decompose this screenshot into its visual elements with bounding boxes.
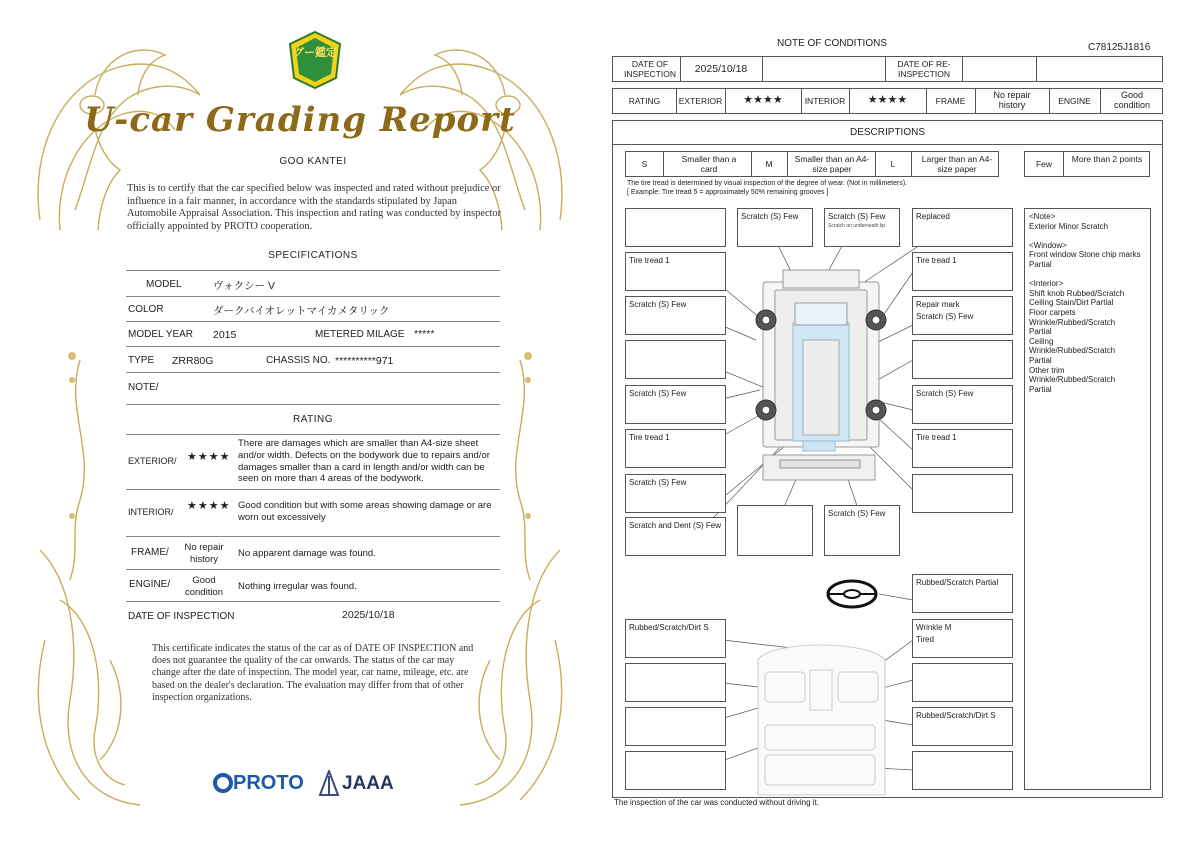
condition-box-rear	[824, 505, 900, 556]
condition-box-right-3	[912, 340, 1013, 379]
badge-label: グー鑑定	[293, 47, 337, 59]
chassis-label: CHASSIS NO.	[266, 355, 331, 366]
frame-label: FRAME/	[131, 547, 169, 558]
mileage-value: *****	[414, 328, 435, 340]
proto-logo-text: PROTO	[233, 772, 304, 794]
condition-box-interior-left-1	[625, 619, 726, 658]
condition-box-interior-left-2	[625, 663, 726, 702]
notes-box	[1024, 208, 1151, 790]
condition-box-right-1	[912, 252, 1013, 291]
condition-box-steering	[912, 574, 1013, 613]
box-label: Scratch (S) Few	[828, 212, 886, 221]
box-label: Scratch (S) Few	[916, 389, 974, 398]
box-label: Tire tread 1	[916, 433, 957, 442]
date-of-inspection-value: 2025/10/18	[694, 63, 748, 75]
note-line	[1029, 270, 1146, 280]
note-line: Partial	[1029, 355, 1052, 365]
exterior-stars: ★★★★	[187, 451, 231, 463]
condition-box-interior-right-1	[912, 619, 1013, 658]
box-label: Scratch (S) Few	[629, 389, 687, 398]
box-label: Rubbed/Scratch/Dirt S	[916, 711, 996, 720]
condition-box-left-7	[625, 517, 726, 556]
interior-label: INTERIOR	[804, 96, 846, 106]
condition-box-front-bumper	[824, 208, 900, 247]
condition-box-left-1	[625, 252, 726, 291]
report-title: U-car Grading Report	[84, 100, 516, 140]
interior-top-view	[758, 645, 885, 795]
note-line: Partial	[1029, 327, 1052, 337]
box-label: Scratch and Dent (S) Few	[629, 521, 722, 530]
box-sublabel: Scratch on underneath lip	[828, 223, 885, 229]
condition-box-left-3	[625, 340, 726, 379]
specifications-heading: SPECIFICATIONS	[268, 250, 358, 261]
note-line: Front window Stone chip marks	[1029, 250, 1141, 260]
condition-box-interior-left-3	[625, 707, 726, 746]
box-label-2: Tired	[916, 635, 934, 644]
note-line: Other trim	[1029, 365, 1065, 375]
condition-box-interior-right-4	[912, 751, 1013, 790]
note-line: Wrinkle/Rubbed/Scratch	[1029, 317, 1116, 327]
color-value: ダークバイオレットマイカメタリック	[213, 305, 390, 317]
frame-value: No repair history	[184, 542, 224, 565]
box-label: Scratch (S) Few	[741, 212, 799, 221]
rating-label: RATING	[628, 96, 661, 106]
note-line	[1029, 231, 1146, 241]
condition-box-left-6	[625, 474, 726, 513]
condition-box-front-right	[912, 208, 1013, 247]
condition-box-right-6	[912, 474, 1013, 513]
model-value: ヴォクシー V	[213, 280, 276, 292]
car-top-view	[763, 270, 879, 480]
model-year-label: MODEL YEAR	[128, 329, 194, 340]
mileage-label: METERED MILAGE	[315, 329, 405, 340]
legend-l-text: Larger than an A4-size paper	[921, 154, 993, 174]
box-label: Rubbed/Scratch Partial	[916, 578, 999, 587]
engine-label: ENGINE/	[129, 579, 171, 590]
interior-stars: ★★★★	[187, 500, 231, 512]
condition-box-right-2	[912, 296, 1013, 335]
note-line: Partial	[1029, 384, 1052, 394]
type-label: TYPE	[128, 355, 155, 366]
frame-description: No apparent damage was found.	[238, 548, 376, 559]
legend-m: M	[765, 159, 773, 169]
engine-label: ENGINE	[1058, 96, 1091, 106]
box-label: Scratch (S) Few	[828, 509, 886, 518]
note-line: Floor carpets	[1029, 307, 1076, 317]
date-of-inspection-label: DATE OF INSPECTION	[128, 611, 235, 622]
date-of-inspection-value: 2025/10/18	[342, 609, 395, 621]
condition-box-front-left-bumper	[737, 208, 813, 247]
note-line: Exterior Minor Scratch	[1029, 221, 1109, 231]
exterior-label: EXTERIOR/	[128, 456, 177, 466]
note-line: Ceiling	[1029, 336, 1054, 346]
box-label-2: Scratch (S) Few	[916, 312, 974, 321]
model-year-value: 2015	[213, 329, 237, 341]
certificate-intro: This is to certify that the car specified below was inspected and rated without prejudice or influence in a fair manner, in accordance with the standards stipulated by Japan Automobile Appraisal Association. This inspection and rating was conducted by inspector officially appointed by PROTO cooperation.	[127, 183, 502, 232]
interior-description: Good condition but with some areas showing damage or are worn out excessively	[238, 500, 492, 523]
sheet-id: C78125J1816	[1088, 42, 1151, 53]
note-line: Ceiling Stain/Dirt Partial	[1029, 298, 1114, 308]
note-label: NOTE/	[128, 382, 159, 393]
interior-stars: ★★★★	[867, 94, 908, 106]
box-label: Wrinkle M	[916, 623, 952, 632]
color-label: COLOR	[128, 304, 164, 315]
legend-few: Few	[1035, 159, 1053, 169]
legend-few-text: More than 2 points	[1071, 154, 1143, 164]
engine-value: Good condition	[184, 575, 224, 598]
note-line: Shift knob Rubbed/Scratch	[1029, 288, 1125, 298]
box-label: Repair mark	[916, 300, 960, 309]
legend-l: L	[890, 159, 896, 169]
box-label: Rubbed/Scratch/Dirt S	[629, 623, 709, 632]
box-label: Tire tread 1	[629, 433, 670, 442]
sheet-title: NOTE OF CONDITIONS	[777, 38, 887, 49]
exterior-description: There are damages which are smaller than A4-size sheet and/or width. Defects on the bodywork due to repairs and/or damages smaller than a card in length and/or width can be seen on more than 4 areas of the bodywork.	[238, 438, 490, 485]
frame-value: No repair history	[993, 90, 1031, 110]
condition-box-left-4	[625, 385, 726, 424]
condition-box-interior-left-4	[625, 751, 726, 790]
engine-value: Good condition	[1113, 90, 1151, 110]
box-label: Scratch (S) Few	[629, 300, 687, 309]
condition-box-interior-right-3	[912, 707, 1013, 746]
descriptions-heading: DESCRIPTIONS	[849, 127, 925, 138]
legend-s-text: Smaller than a card	[681, 154, 737, 174]
date-of-reinspection-label: DATE OF RE-INSPECTION	[897, 59, 951, 79]
note-line: <Note>	[1029, 212, 1056, 221]
note-line: Wrinkle/Rubbed/Scratch	[1029, 346, 1116, 356]
box-label: Tire tread 1	[916, 256, 957, 265]
model-label: MODEL	[146, 279, 182, 290]
tread-example: [ Example: Tire tread 5 = approximately 50% remaining grooves ]	[627, 189, 829, 196]
sheet-footer: The inspection of the car was conducted without driving it.	[614, 798, 819, 807]
engine-description: Nothing irregular was found.	[238, 581, 357, 592]
note-line: Partial	[1029, 259, 1052, 269]
note-line: <Window>	[1029, 240, 1067, 250]
exterior-stars: ★★★★	[743, 94, 783, 106]
box-label: Replaced	[916, 212, 950, 221]
frame-label: FRAME	[935, 96, 966, 106]
box-label: Scratch (S) Few	[629, 478, 687, 487]
rating-heading: RATING	[292, 414, 334, 425]
condition-box-front-left	[625, 208, 726, 247]
condition-box-interior-right-2	[912, 663, 1013, 702]
type-value: ZRR80G	[172, 355, 214, 367]
note-line: <Interior>	[1029, 279, 1064, 289]
condition-box-left-5	[625, 429, 726, 468]
exterior-label: EXTERIOR	[678, 96, 723, 106]
condition-box-left-2	[625, 296, 726, 335]
condition-box-right-4	[912, 385, 1013, 424]
date-of-inspection-label: DATE OF INSPECTION	[624, 59, 676, 79]
tread-note: The tire tread is determined by visual inspection of the degree of wear. (Not in millimeters).	[627, 180, 908, 187]
legend-m-text: Smaller than an A4-size paper	[794, 154, 870, 174]
box-label: Tire tread 1	[629, 256, 670, 265]
condition-box-rear-left	[737, 505, 813, 556]
interior-label: INTERIOR/	[128, 507, 174, 517]
legend-s: S	[641, 159, 648, 169]
jaaa-logo-text: JAAA	[342, 773, 394, 794]
certificate-footer: This certificate indicates the status of the car as of DATE OF INSPECTION and does not guarantee the quality of the car onwards. The status of the car may change after the date of inspection. The model year, car name, mileage, etc. are based on the dealer's declaration. The evaluation may differ from that of other inspection organizations.	[152, 643, 474, 703]
chassis-value: **********971	[335, 355, 394, 367]
condition-box-right-5	[912, 429, 1013, 468]
report-subtitle: GOO KANTEI	[279, 156, 347, 167]
steering-wheel-icon	[828, 581, 876, 607]
note-line: Wrinkle/Rubbed/Scratch	[1029, 375, 1116, 385]
